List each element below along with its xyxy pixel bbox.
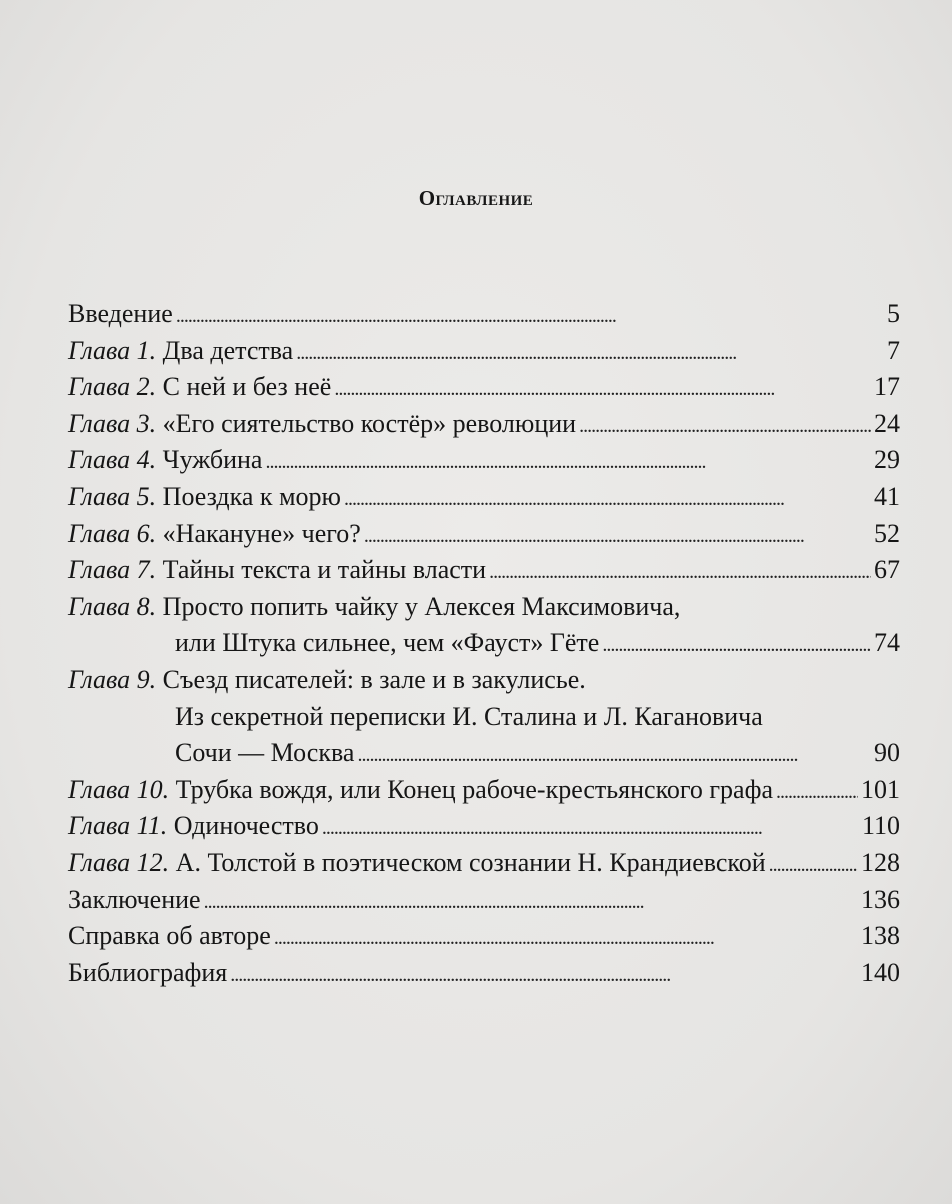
toc-entry-text: Съезд писателей: в зале и в закулисье. (162, 664, 586, 694)
toc-entry-title (68, 296, 173, 333)
toc-entry-text: Тайны текста и тайны власти (162, 555, 487, 585)
toc-entry-line (68, 955, 900, 992)
dot-leader (204, 882, 858, 921)
dot-leader (769, 845, 858, 884)
page-number: 101 (861, 774, 900, 804)
page-number: 29 (874, 445, 900, 475)
toc-entry-line (68, 918, 900, 955)
toc-entry-line (68, 845, 900, 882)
toc-entry-continuation (68, 699, 900, 736)
toc-entry (68, 333, 900, 370)
page-number: 74 (874, 628, 900, 658)
toc-entry (68, 808, 900, 845)
toc-entry-text: Сочи — Москва (175, 738, 355, 768)
dot-leader (230, 955, 858, 994)
toc-entry-text: Заключение (68, 884, 201, 914)
toc-entry-text: А. Толстой в поэтическом сознании Н. Крандиевской (175, 847, 766, 877)
toc-entry (68, 479, 900, 516)
dot-leader (322, 808, 859, 847)
page-number: 5 (887, 299, 900, 328)
toc-heading: Оглавление (418, 186, 534, 210)
toc-entry-title (68, 662, 586, 699)
toc-entry-text: Введение (68, 299, 173, 328)
chapter-number: Глава 2. (68, 372, 157, 402)
toc-entry (68, 882, 900, 919)
chapter-number: Глава 9. (68, 664, 157, 694)
dot-leader (489, 552, 871, 591)
toc-entry-text: Справка об авторе (68, 921, 271, 951)
dot-leader (265, 442, 871, 481)
toc-entry-text: С ней и без неё (162, 372, 332, 402)
page-number: 140 (861, 957, 900, 987)
toc-entry-title (68, 808, 319, 845)
toc-entry-line (68, 442, 900, 479)
toc-entry-title (68, 955, 227, 992)
toc-entry-text: Два детства (162, 335, 294, 365)
table-of-contents (68, 296, 900, 991)
page-number: 41 (874, 481, 900, 511)
dot-leader (364, 516, 871, 555)
chapter-number: Глава 12. (68, 847, 170, 877)
toc-entry-text: Поездка к морю (162, 481, 341, 511)
page-number: 67 (874, 555, 900, 585)
toc-entry-line (68, 333, 900, 370)
chapter-number: Глава 7. (68, 555, 157, 585)
toc-entry (68, 552, 900, 589)
dot-leader (602, 625, 871, 664)
toc-entry-continuation (68, 625, 900, 662)
toc-entry-text: «Накануне» чего? (162, 518, 361, 548)
toc-entry-title (68, 333, 293, 370)
page-number: 7 (887, 335, 900, 365)
toc-entry (68, 369, 900, 406)
chapter-number: Глава 1. (68, 335, 157, 365)
toc-entry-line (68, 296, 900, 333)
dot-leader (344, 479, 871, 518)
page-number: 24 (874, 408, 900, 438)
toc-entry-line (68, 662, 900, 699)
dot-leader (776, 772, 858, 811)
toc-entry-title (175, 699, 763, 736)
page-number: 128 (861, 847, 900, 877)
page-number: 90 (874, 738, 900, 768)
toc-entry-text: или Штука сильнее, чем «Фауст» Гёте (175, 628, 600, 658)
toc-entry (68, 845, 900, 882)
dot-leader (176, 296, 884, 335)
dot-leader (579, 406, 871, 445)
chapter-number: Глава 3. (68, 408, 157, 438)
page-number: 52 (874, 518, 900, 548)
toc-entry-title (68, 516, 361, 553)
toc-entry-line (68, 406, 900, 443)
toc-entry-title (68, 442, 262, 479)
page-number: 136 (861, 884, 900, 914)
toc-entry-text: «Его сиятельство костёр» революции (162, 408, 577, 438)
toc-entry-title (68, 882, 201, 919)
dot-leader (334, 369, 871, 408)
toc-entry-text: Просто попить чайку у Алексея Максимовича, (162, 591, 681, 621)
toc-entry-title (68, 406, 576, 443)
toc-entry-line (68, 516, 900, 553)
toc-entry-continuation (68, 735, 900, 772)
toc-entry-line (68, 882, 900, 919)
toc-entry-line (68, 808, 900, 845)
toc-entry-title (68, 552, 486, 589)
toc-entry (68, 296, 900, 333)
toc-entry (68, 516, 900, 553)
toc-entry-line (68, 772, 900, 809)
toc-entry-line (68, 369, 900, 406)
page-number: 110 (861, 811, 900, 841)
toc-entry-title (68, 918, 271, 955)
toc-entry (68, 918, 900, 955)
toc-entry (68, 772, 900, 809)
toc-entry (68, 662, 900, 772)
chapter-number: Глава 11. (68, 811, 168, 841)
page-number: 138 (861, 921, 900, 951)
toc-entry-title (175, 625, 599, 662)
toc-entry-title (68, 589, 680, 626)
toc-entry-text: Чужбина (162, 445, 263, 475)
toc-entry-text: Из секретной переписки И. Сталина и Л. Кагановича (175, 701, 763, 731)
dot-leader (296, 333, 884, 372)
toc-entry (68, 589, 900, 662)
toc-entry-title (175, 735, 354, 772)
toc-entry-title (68, 369, 331, 406)
chapter-number: Глава 4. (68, 445, 157, 475)
chapter-number: Глава 10. (68, 774, 170, 804)
toc-entry-title (68, 845, 766, 882)
toc-entry-title (68, 772, 773, 809)
toc-entry (68, 406, 900, 443)
chapter-number: Глава 8. (68, 591, 157, 621)
dot-leader (357, 735, 871, 774)
toc-entry-text: Библиография (68, 957, 228, 987)
toc-entry-title (68, 479, 341, 516)
toc-entry-line (68, 552, 900, 589)
toc-entry-text: Одиночество (173, 811, 319, 841)
dot-leader (274, 918, 858, 957)
toc-entry-text: Трубка вождя, или Конец рабоче-крестьянского графа (175, 774, 773, 804)
toc-entry (68, 955, 900, 992)
page-number: 17 (874, 372, 900, 402)
toc-entry-line (68, 589, 900, 626)
chapter-number: Глава 5. (68, 481, 157, 511)
chapter-number: Глава 6. (68, 518, 157, 548)
toc-entry-line (68, 479, 900, 516)
toc-entry (68, 442, 900, 479)
